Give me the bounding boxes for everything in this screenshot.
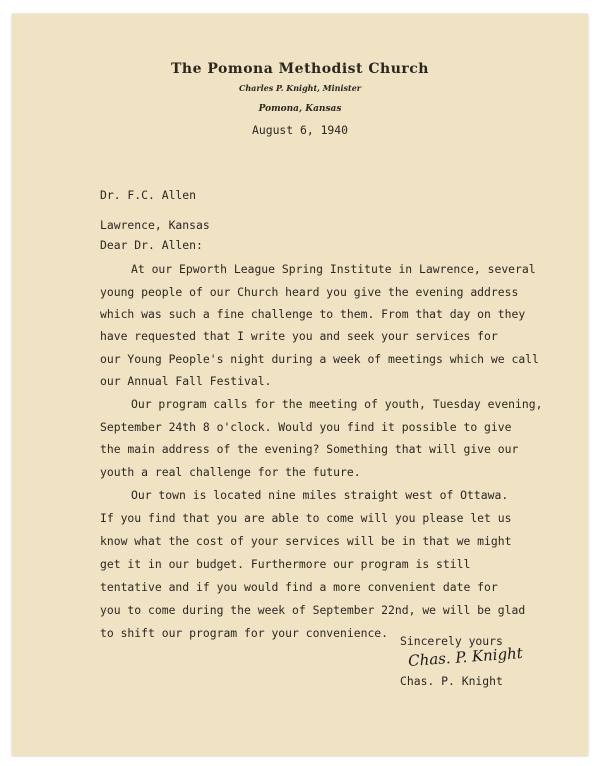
typed-name: Chas. P. Knight <box>400 674 503 688</box>
salutation: Dear Dr. Allen: <box>100 238 203 252</box>
body-line: September 24th 8 o'clock. Would you find it possible to give <box>100 420 512 434</box>
body-line: know what the cost of your services will be in that we might <box>100 534 512 548</box>
body-line: youth a real challenge for the future. <box>100 465 361 479</box>
closing: Sincerely yours <box>400 634 503 648</box>
body-line: get it in our budget. Furthermore our program is still <box>100 557 471 571</box>
recipient-name: Dr. F.C. Allen <box>100 188 197 202</box>
church-name: The Pomona Methodist Church <box>171 61 429 77</box>
body-line: young people of our Church heard you give the evening address <box>100 285 519 299</box>
letter-date: August 6, 1940 <box>252 123 349 137</box>
church-location: Pomona, Kansas <box>258 104 342 114</box>
body-line: the main address of the evening? Something that will give our <box>100 442 519 456</box>
body-line: you to come during the week of September 22nd, we will be glad <box>100 603 526 617</box>
body-line: If you find that you are able to come will you please let us <box>100 511 512 525</box>
minister-line: Charles P. Knight, Minister <box>239 83 361 93</box>
body-line: to shift our program for your convenience. <box>100 626 389 640</box>
body-line: At our Epworth League Spring Institute in Lawrence, several <box>131 262 536 276</box>
body-line: Our town is located nine miles straight west of Ottawa. <box>131 488 509 502</box>
body-line: which was such a fine challenge to them. From that day on they <box>100 307 526 321</box>
body-line: have requested that I write you and seek your services for <box>100 329 498 343</box>
body-line: our Young People's night during a week of meetings which we call <box>100 352 539 366</box>
body-line: Our program calls for the meeting of youth, Tuesday evening, <box>131 397 543 411</box>
body-line: our Annual Fall Festival. <box>100 374 272 388</box>
body-line: tentative and if you would find a more convenient date for <box>100 580 498 594</box>
recipient-city: Lawrence, Kansas <box>100 218 210 232</box>
handwritten-signature: Chas. P. Knight <box>407 644 524 670</box>
